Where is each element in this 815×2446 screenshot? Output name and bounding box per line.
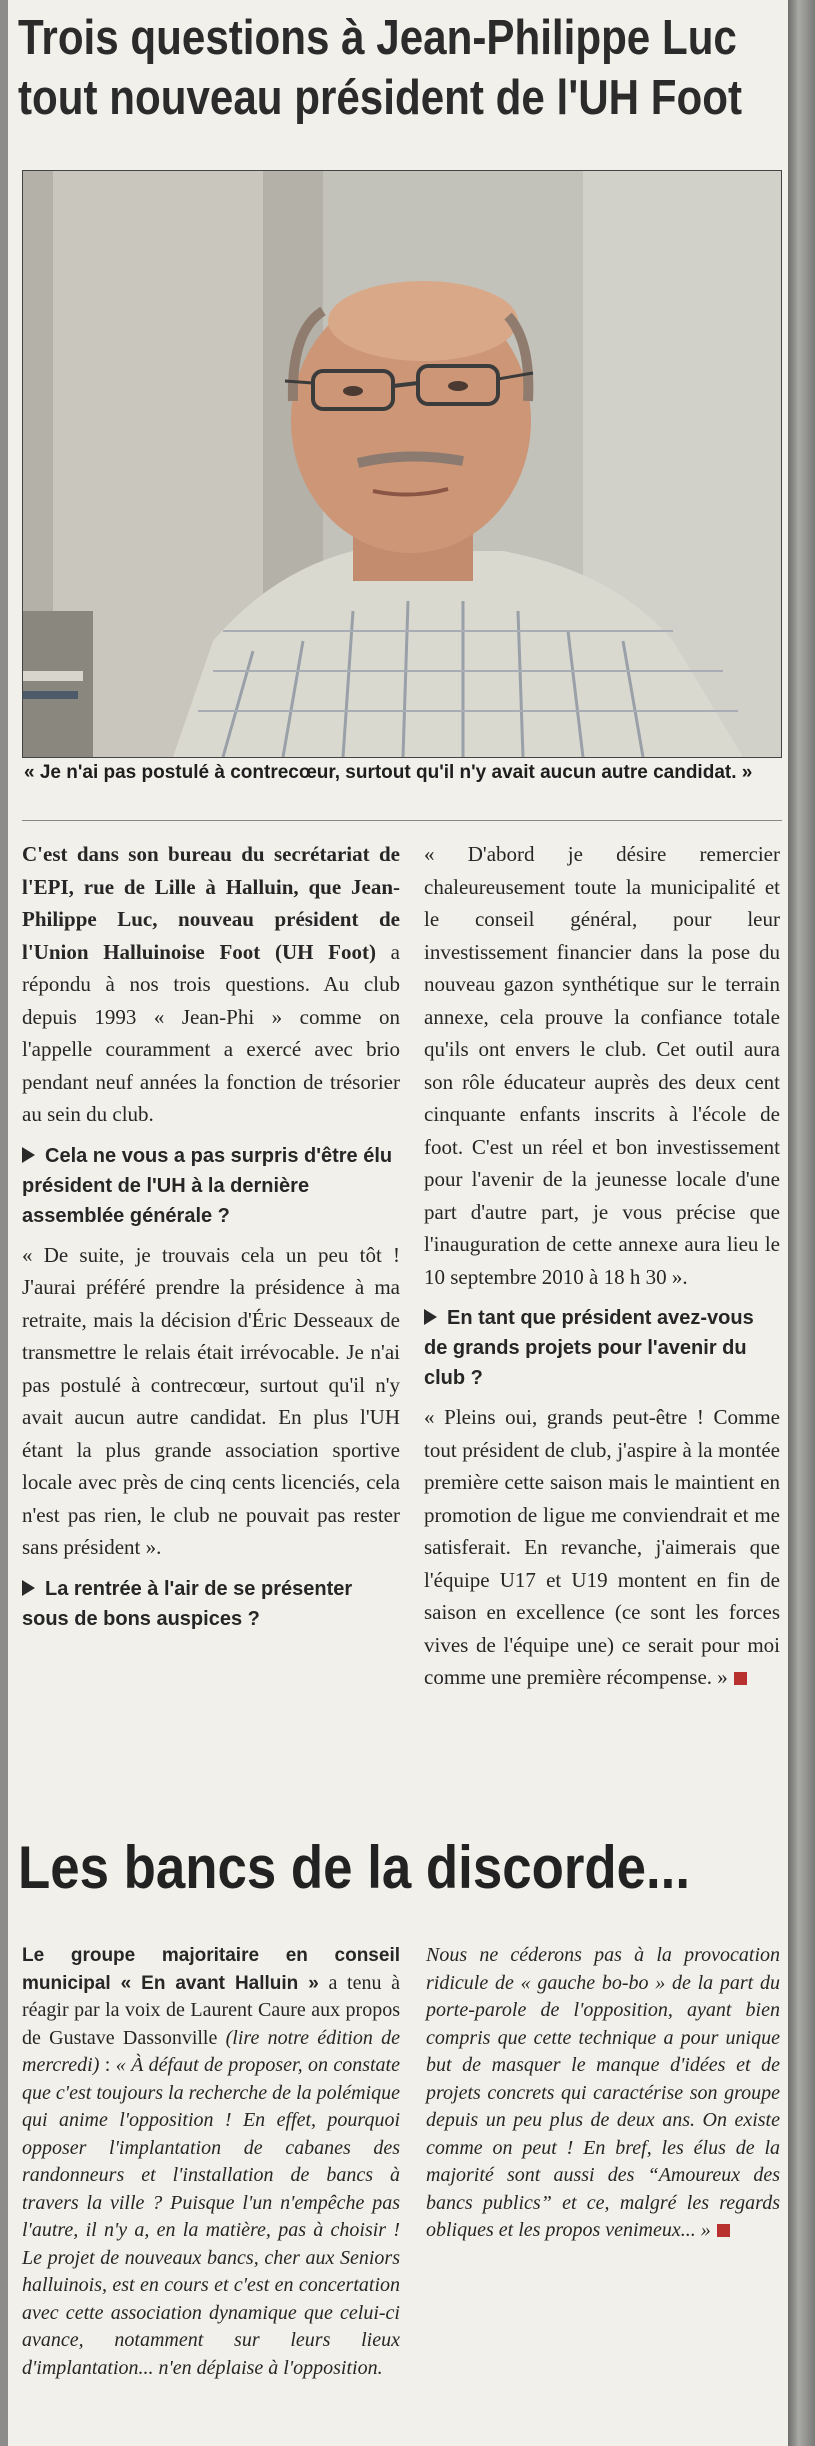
second-article-column-left bbox=[22, 1942, 400, 2382]
answer-2: « D'abord je désire remercier chaleureusement toute la municipalité et le conseil général, pour leur investissement financier dans la pose du nouveau gazon synthétique sur le terrain annexe, cela prouve la confiance totale qu'ils ont envers le club. Cet outil aura son rôle éducateur auprès des deux cent cinquante enfants inscrits à l'école de foot. C'est un réel et bon investissement pour l'avenir de la jeunesse locale d'une part d'autre part, je vous précise que l'inauguration de cette annexe aura lieu le 10 septembre 2010 à 18 h 30 ». bbox=[424, 842, 780, 1289]
body-quote-2-text: Nous ne céderons pas à la provocation ridicule de « gauche bo-bo » de la part du porte-parole de l'opposition, ayant bien compris que cette technique a pour unique but de masquer le manque d'idées et de projets concrets qui caractérise son groupe depuis un peu plus de deux ans. On existe comme on peut ! En bref, les élus de la majorité sont aussi des “Amoureux des bancs publics” et ce, malgré les regards obliques et les propos venimeux... » bbox=[426, 1944, 780, 2241]
lead-colon: : bbox=[99, 2054, 116, 2076]
question-1-text: Cela ne vous a pas surpris d'être élu président de l'UH à la dernière assemblée générale ? bbox=[22, 1144, 393, 1227]
newspaper-page bbox=[8, 0, 788, 2446]
article-column-right bbox=[424, 838, 780, 1704]
portrait-photo bbox=[22, 170, 782, 758]
portrait-illustration bbox=[23, 171, 781, 757]
article-column-left bbox=[22, 838, 400, 1642]
end-mark-icon bbox=[734, 1672, 747, 1685]
body-quote-1: « À défaut de proposer, on constate que c'est toujours la recherche de la polémique qui anime l'opposition ! En effet, pourquoi opposer l'implantation de cabanes des randonneurs et l'installation de bancs à travers la ville ? Puisque l'un n'empêche pas l'autre, il n'y a, en la matière, pas à choisir ! Le projet de nouveaux bancs, cher aux Seniors halluinois, est en cours et c'est en concertation avec cette association dynamique que celui-ci avance, notamment sur leurs lieux d'implantation... n'en déplaise à l'opposition. bbox=[22, 2054, 400, 2379]
question-2 bbox=[22, 1574, 400, 1634]
body-quote-2 bbox=[426, 1942, 780, 2245]
triangle-bullet-icon bbox=[424, 1309, 437, 1325]
intro-paragraph bbox=[22, 838, 400, 1131]
answer-3-text: « Pleins oui, grands peut-être ! Comme tout président de club, j'aspire à la montée première cette saison mais le maintient en promotion de ligue me conviendrait et me satisferait. En revanche, j'aimerais que l'équipe U17 et U19 montent en fin de saison en excellence (ce sont les forces vives de l'équipe une) ce serait pour moi comme une première récompense. » bbox=[424, 1405, 780, 1689]
end-mark-icon bbox=[717, 2224, 730, 2237]
intro-lead: C'est dans son bureau du secrétariat de l'EPI, rue de Lille à Halluin, que Jean-Philippe Luc, nouveau président de l'Union Halluinoise Foot (UH Foot) bbox=[22, 842, 400, 964]
lead-parenthetical: (lire notre édition de mercredi) bbox=[22, 2026, 400, 2076]
question-2-text: La rentrée à l'air de se présenter sous de bons auspices ? bbox=[22, 1577, 353, 1630]
triangle-bullet-icon bbox=[22, 1147, 35, 1163]
photo-caption: « Je n'ai pas postulé à contrecœur, surtout qu'il n'y avait aucun autre candidat. » bbox=[24, 762, 753, 783]
question-3 bbox=[424, 1303, 780, 1393]
headline-line-1: Trois questions à Jean-Philippe Luc bbox=[18, 11, 737, 65]
intro-rest: a répondu à nos trois questions. Au club depuis 1993 « Jean-Phi » comme on l'appelle couramment a exercé avec brio pendant neuf années la fonction de trésorier au sein du club. bbox=[22, 939, 400, 1126]
caption-divider bbox=[22, 820, 782, 821]
second-article-headline: Les bancs de la discorde... bbox=[18, 1834, 690, 1901]
question-3-text: En tant que président avez-vous de grands projets pour l'avenir du club ? bbox=[424, 1307, 754, 1389]
article-headline bbox=[18, 8, 743, 128]
headline-line-2: tout nouveau président de l'UH Foot bbox=[18, 71, 743, 125]
answer-1: « De suite, je trouvais cela un peu tôt ! J'aurai préféré prendre la présidence à ma retraite, mais la décision d'Éric Desseaux de transmettre le relais était irrévocable. Je n'ai pas postulé à contrecœur, surtout qu'il n'y avait aucun autre candidat. En plus l'UH étant la plus grande association sportive locale avec près de cinq cents licenciés, cela n'est pas rien, le club ne pouvait pas rester sans président ». bbox=[22, 1242, 400, 1559]
answer-3 bbox=[424, 1401, 780, 1694]
second-article-column-right bbox=[426, 1942, 780, 2245]
lead-rest: a tenu à réagir par la voix de Laurent Caure aux propos de Gustave Dassonville bbox=[22, 1971, 401, 2049]
second-article-lead bbox=[22, 1942, 400, 2382]
page-edge-shadow bbox=[788, 0, 815, 2446]
lead-bold: Le groupe majoritaire en conseil municipal « En avant Halluin » bbox=[22, 1945, 400, 1994]
triangle-bullet-icon bbox=[22, 1580, 35, 1596]
question-1 bbox=[22, 1141, 400, 1231]
